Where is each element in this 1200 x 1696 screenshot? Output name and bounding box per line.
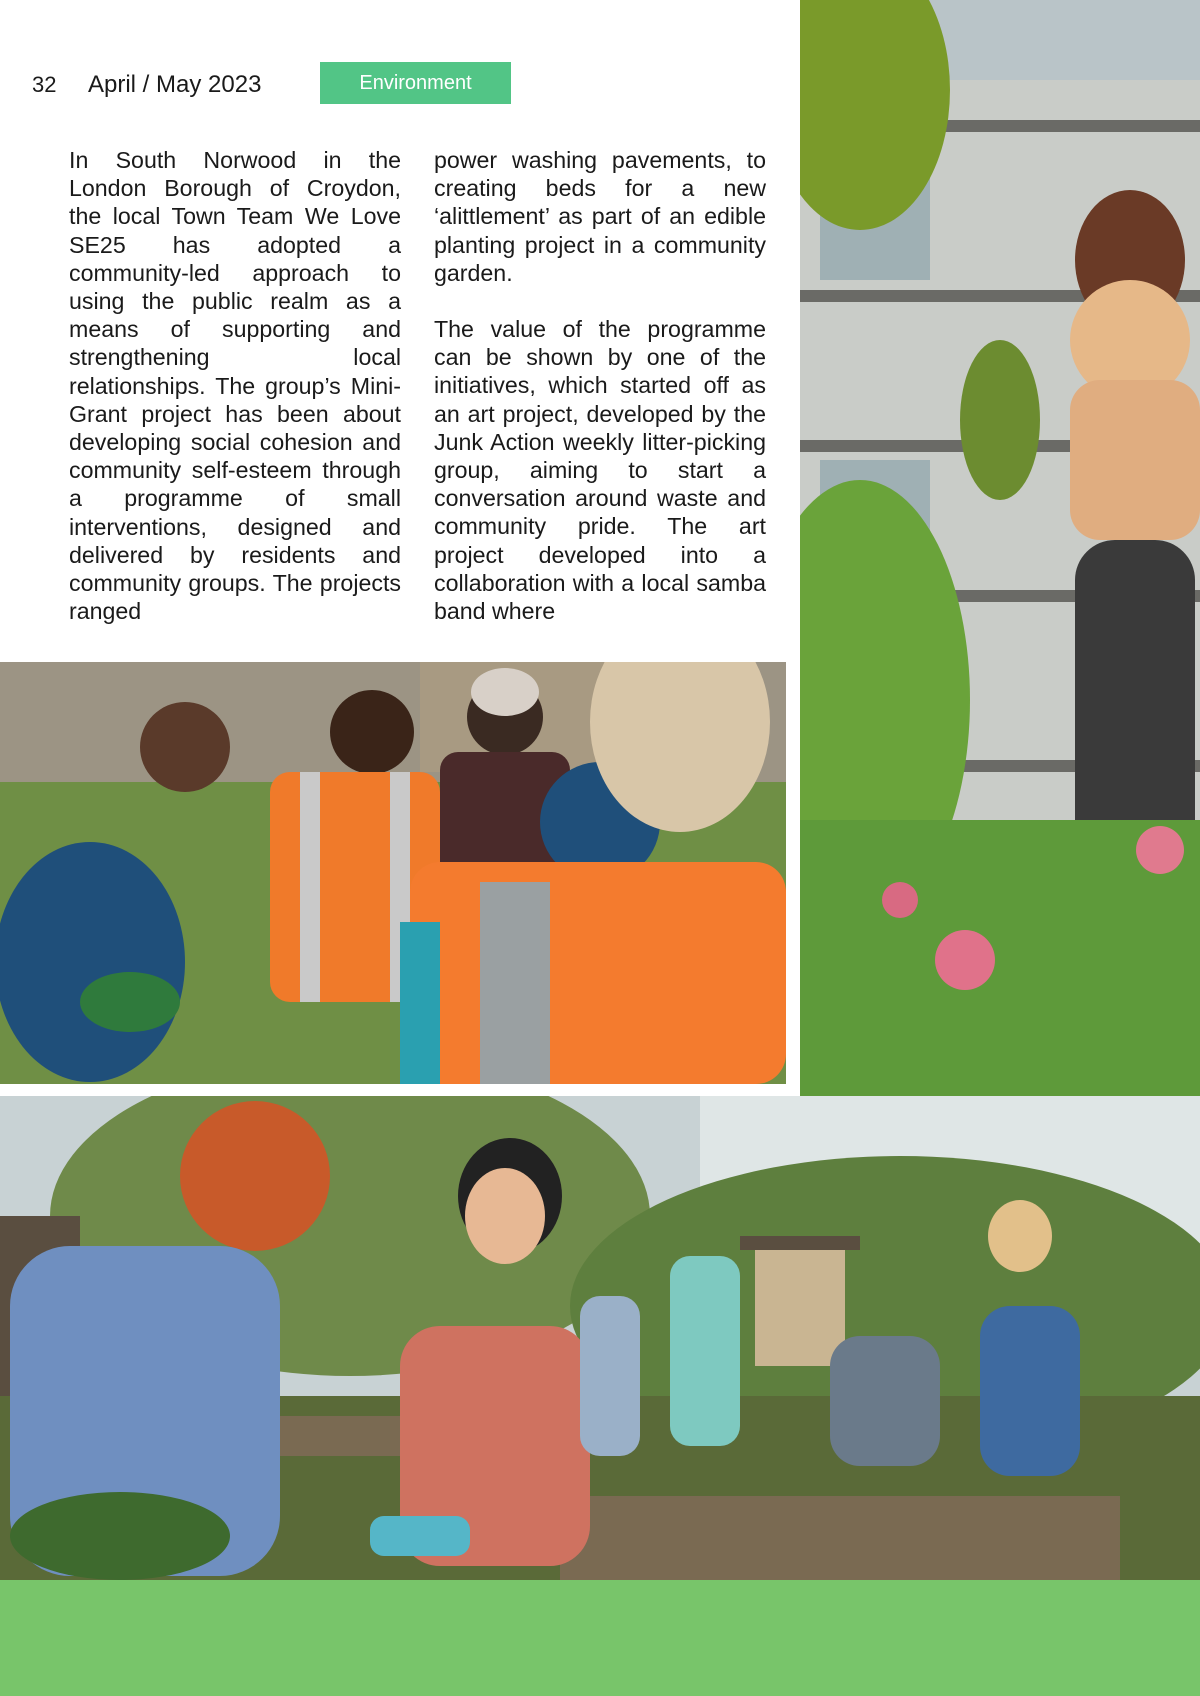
article-paragraph: power washing pavements, to creating beds for a new ‘alittlement’ as part of an edible planting project in a community garden. bbox=[434, 147, 766, 286]
article-paragraph: The value of the programme can be shown by one of the initiatives, which started off as an art project, developed by the Junk Action weekly litter-picking group, aiming to start a conversation around waste and community pride. The art project developed into a collaboration with a local samba band where bbox=[434, 316, 766, 625]
building-photo bbox=[800, 0, 1200, 1100]
section-badge: Environment bbox=[320, 62, 511, 104]
volunteers-photo bbox=[0, 662, 786, 1084]
issue-date: April / May 2023 bbox=[88, 71, 262, 98]
community-garden-photo bbox=[0, 1096, 1200, 1580]
article-column-left bbox=[69, 146, 401, 653]
article-paragraph: In South Norwood in the London Borough of Croydon, the local Town Team We Love SE25 has adopted a community-led approach to using the public realm as a means of supporting and strengthening local relationships. The group’s Mini-Grant project has been about developing social cohesion and community self-esteem through a programme of small interventions, designed and delivered by residents and community groups. The projects ranged bbox=[69, 147, 401, 625]
page-number: 32 bbox=[32, 72, 57, 97]
page-header bbox=[0, 62, 800, 106]
footer-band bbox=[0, 1580, 1200, 1696]
article-column-right bbox=[434, 146, 766, 653]
